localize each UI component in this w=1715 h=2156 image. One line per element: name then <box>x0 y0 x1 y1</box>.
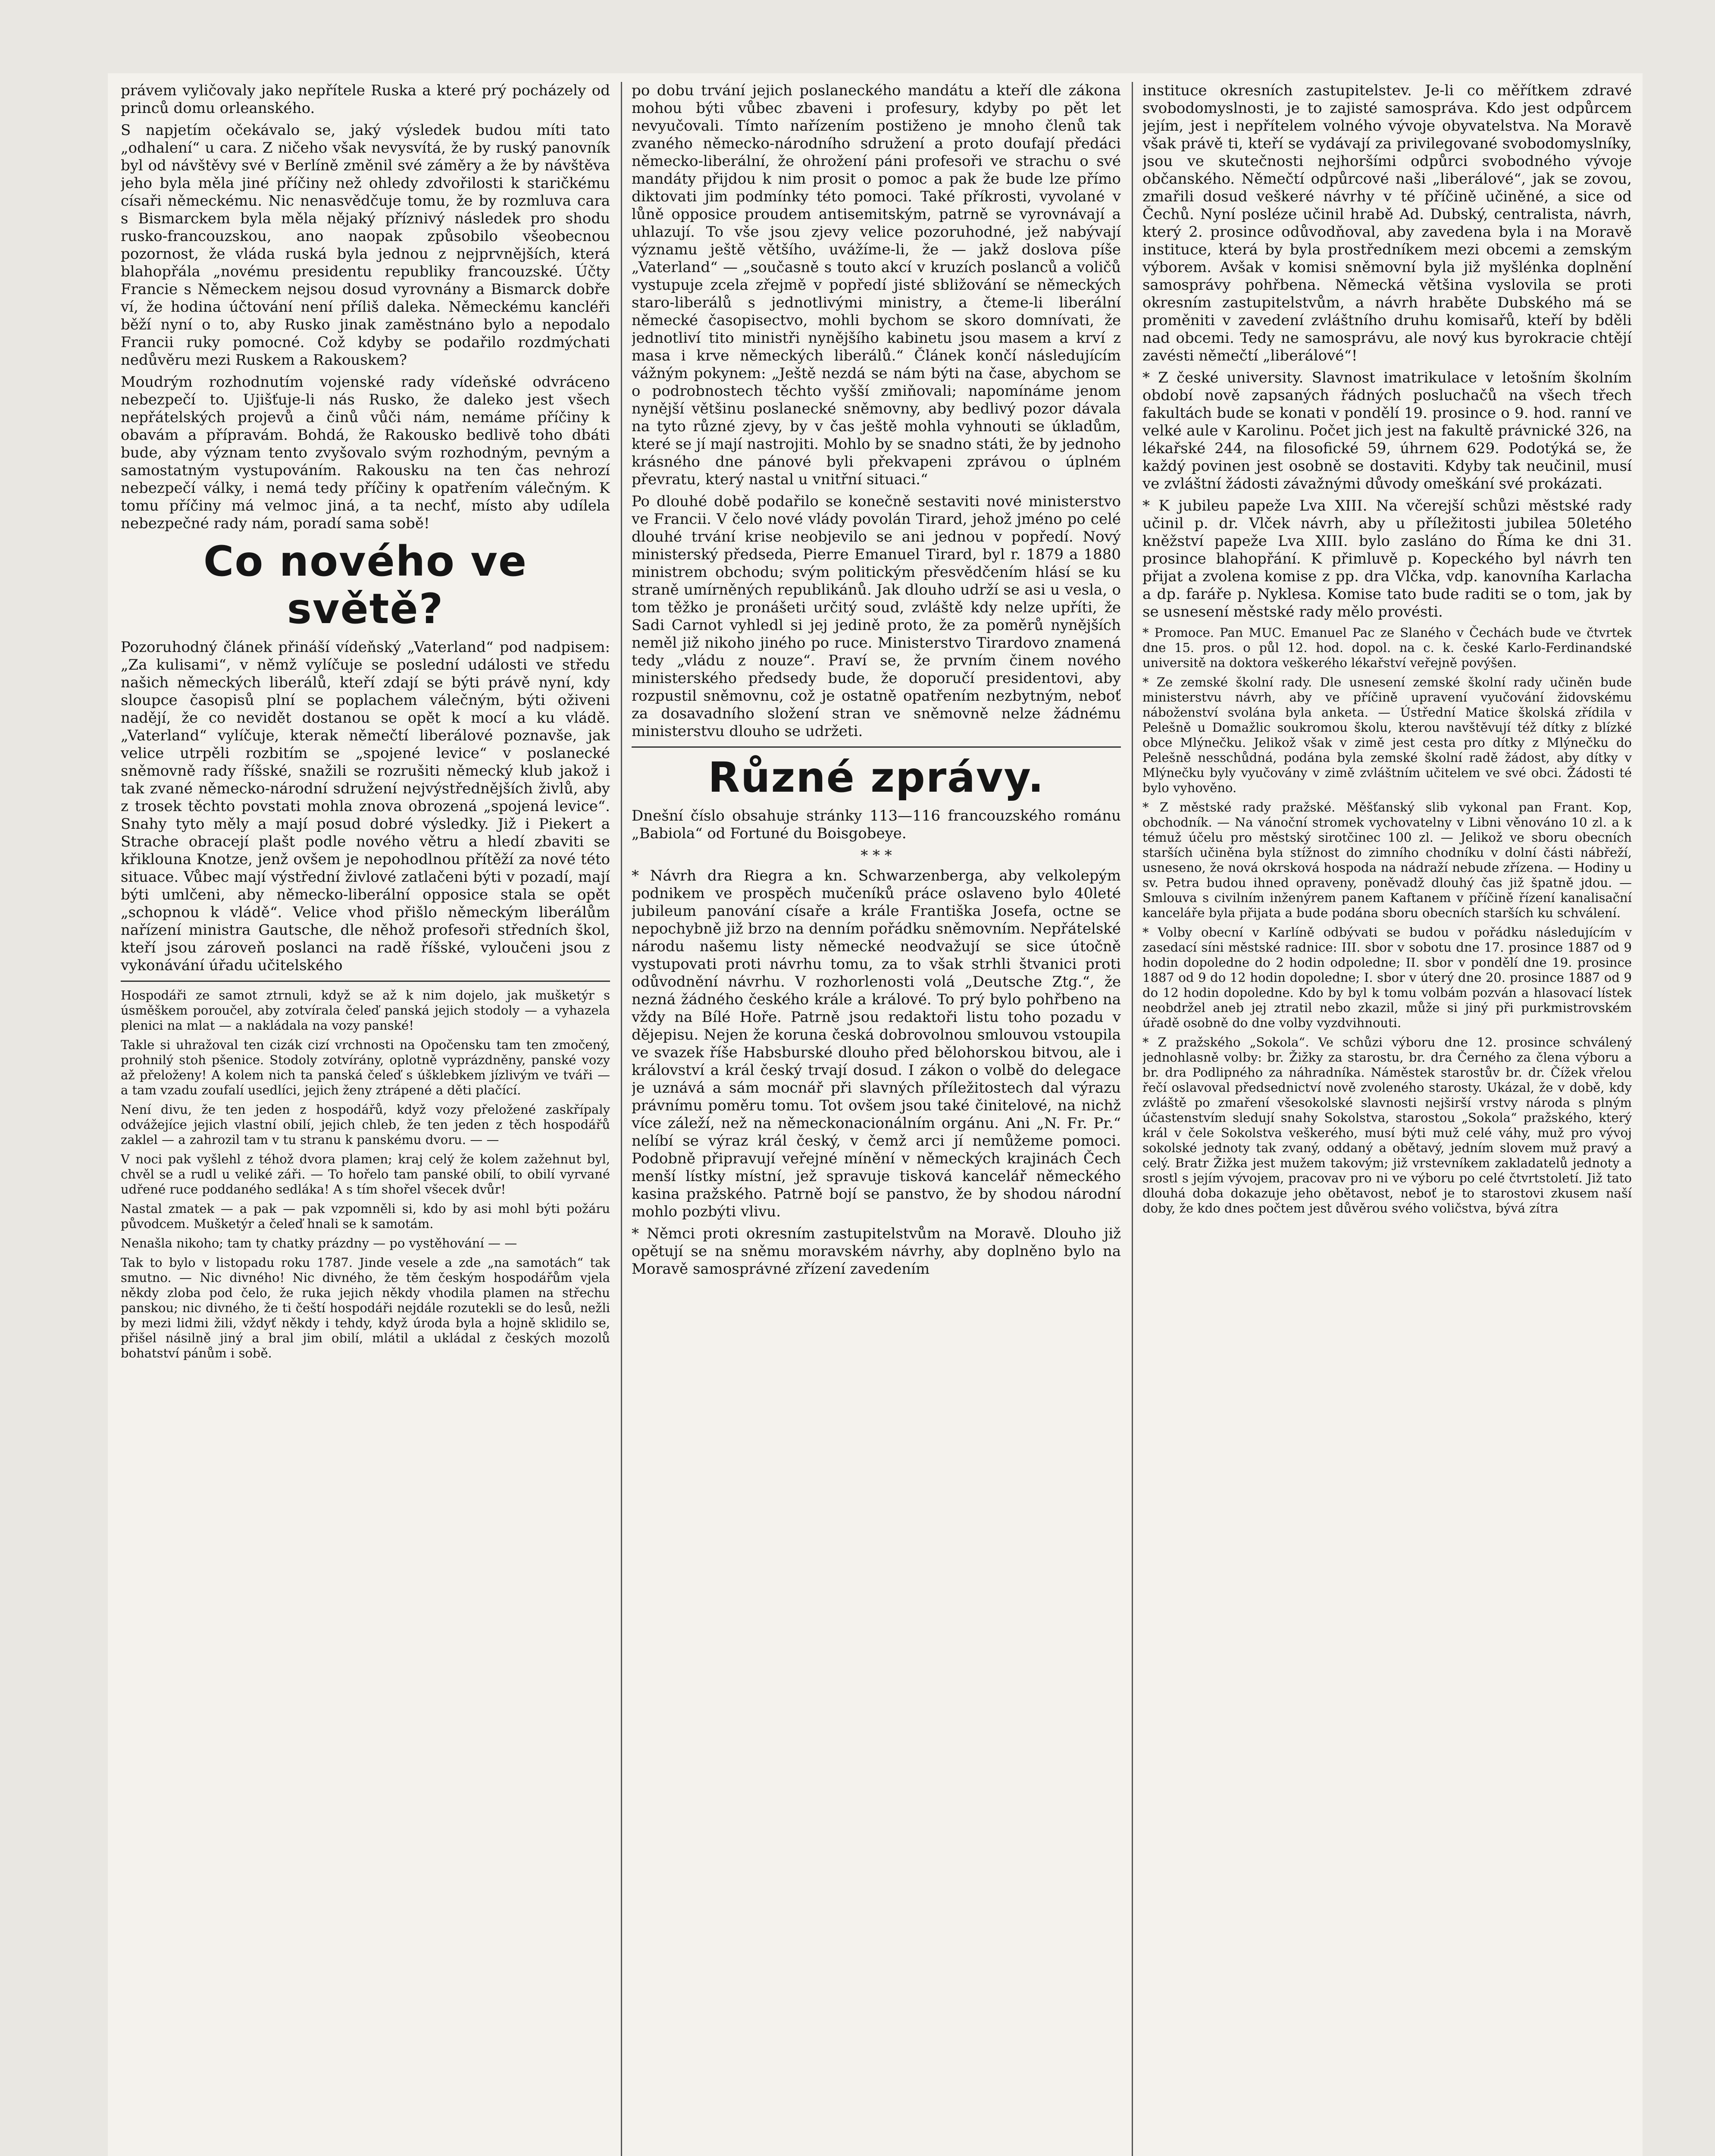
short-notices <box>1142 625 1632 1216</box>
column-right <box>1142 82 1632 2156</box>
column-rule <box>621 82 622 2156</box>
section-heading-news: Co nového ve světě? <box>203 537 528 633</box>
divider <box>632 746 1121 748</box>
article-paragraph: po dobu trvání jejich poslaneckého mandátu a kteří dle zákona mohou býti vůbec zbaveni i profesury, kdyby po pět let nevyučovali. Tímto nařízením postiženo je mnoho členů tak zvaného německo-národního sdružení a proto doufají předáci německo-liberální, že ohrožení páni profesoři ve strachu o své mandáty přijdou k nim prosit o pomoc a pak že bude lze přímo diktovati jim podmínky této pomoci. Také příkrosti, vyvolané v lůně opposice proudem antisemitským, patrně se vyrovnávají a uhlazují. To vše jsou zjevy velice pozoruhodné, jež nabývají významu ještě většího, uvážíme-li, že — jakž doslova píše „Vaterland“ — „současně s touto akcí v kruzích poslanců a voličů vystupuje zcela zřejmě v popředí jisté sbližování se německých staro-liberálů s jednotlivými ministry, a čteme-li liberální německé časopisectvo, mohli bychom se skoro domnívati, že jednotliví tito ministři nynějšího kabinetu jsou masem a krví z masa i krve německých liberálů.“ Článek končí následujícím vážným pokynem: „Ještě nezdá se nám býti na čase, abychom se o podrobnostech těchto vyšší zmiňovali; napomínáme jenom nynější většinu poslanecké sněmovny, aby bedlivý pozor dávala na tyto různé zjevy, by v čas ještě mohla vyhnouti se úkladům, které se jí mají nastrojiti. Mohlo by se snadno státi, že by jednoho krásného dne pánové byli překvapeni zprávou o úplném převratu, který nastal u vnitřní situaci.“ <box>632 82 1121 488</box>
story-paragraph: V noci pak vyšlehl z téhož dvora plamen; kraj celý že kolem zažehnut byl, chvěl se a rudl u veliké záři. — To hořelo tam panské obilí, to obilí vyrvané udřené ruce poddaného sedláka! A s tím shořel všecek dvůr! <box>121 1152 610 1197</box>
feuilleton <box>121 988 610 1361</box>
column-rule <box>1132 82 1133 2156</box>
article-paragraph: instituce okresních zastupitelstev. Je-li co měřítkem zdravé svobodomyslnosti, je to zajisté samospráva. Kdo jest odpůrcem jejím, jest i nepřítelem volného vývoje obyvatelstva. Na Moravě však právě ti, kteří se vydávají za privilegované svobodomyslníky, jsou ve skutečnosti nejhoršími odpůrci svobodného vývoje občanského. Němečtí odpůrcové naši „liberálové“, jak se zovou, zmařili dosud veškeré návrhy v té příčině učiněné, a sice od Čechů. Nyní posléze učinil hrabě Ad. Dubský, centralista, návrh, který 2. prosince odůvodňoval, aby zavedena byla i na Moravě instituce, která by byla prostředníkem mezi obcemi a zemským výborem. Avšak v komisi sněmovní byla již myšlénka doplnění samosprávy pohřbena. Německá většina vyslovila se proti okresním zastupitelstvům, a návrh hraběte Dubského má se proměniti v zavedení zvláštního druhu komisařů, kteří by bděli nad obcemi. Tedy ne samosprávu, ale nový kus byrokracie chtějí zavésti němečtí „liberálové“! <box>1142 82 1632 364</box>
article-paragraph: * K jubileu papeže Lva XIII. Na včerejší schůzi městské rady učinil p. dr. Vlček návrh, aby u příležitosti jubilea 50letého kněžství papeže Lva XIII. bylo zasláno do Říma ke dni 31. prosince blahopřání. K přimluvě p. Kopeckého byl návrh ten přijat a zvolena komise z pp. dra Vlčka, vdp. kanovníha Karlacha a dp. faráře p. Nyklesa. Komise tato bude raditi se o tom, jak by se usnesení městské rady mělo provésti. <box>1142 497 1632 620</box>
notice-paragraph: * Promoce. Pan MUC. Emanuel Pac ze Slaného v Čechách bude ve čtvrtek dne 15. pros. o půl 12. hod. dopol. na c. k. české Karlo-Ferdinandské universitě na doktora veškerého lékařství veřejně povýšen. <box>1142 625 1632 670</box>
notice-paragraph: * Ze zemské školní rady. Dle usnesení zemské školní rady učiněn bude ministerstvu návrh, aby ve příčině upravení vyučování židovskému náboženství svolána byla anketa. — Ústřední Matice školská zřídila v Pelešně u Domažlic soukromou školu, kterou navštěvují též dítky z blízké obce Mlýnečku. Jelikož však v zimě jest cesta pro dítky z Mlýnečku do Pelešně nesschůdná, podána byla zemské školní radě žádost, aby dítky v Mlýnečku byly vyučovány v zimě zvláštním učitelem ve své obci. Žádosti té bylo vyhověno. <box>1142 675 1632 795</box>
article-paragraph: S napjetím očekávalo se, jaký výsledek budou míti tato „odhalení“ u cara. Z ničeho však nevysvítá, že by ruský panovník byl od návštěvy své v Berlíně změnil své záměry a že by návštěva jeho byla měla jiné příčiny než ohledy zdvořilosti k staričkému císaři německému. Nic nenasvědčuje tomu, že by rozmluva cara s Bismarckem byla měla nějaký příznivý následek pro shodu rusko-francouzskou, ano naopak způsobilo všeobecnou pozornost, že vláda ruská byla jednou z nejprvnějších, která blahopřála „novému presidentu republiky francouzské. Účty Francie s Německem nejsou dosud vyrovnány a Bismarck dobře ví, že hodina účtování není příliš daleka. Německému kancléři běží nyní o to, aby Rusko jinak zaměstnáno bylo a nepodalo Francii ruky pomocné. Což kdyby se podařilo rozdmýchati nedůvěru mezi Ruskem a Rakouskem? <box>121 122 610 369</box>
story-paragraph: Takle si uhražoval ten cizák cizí vrchnosti na Opočensku tam ten zmočený, prohnilý stoh pšenice. Stodoly zotvírány, oplotně vyprázdněny, panské vozy až přeloženy! A kolem nich ta panská čeleď s úšklebkem jízlivým ve tváři — a tam vzadu zoufalí usedlíci, jejich ženy ztrápené a děti plačící. <box>121 1037 610 1097</box>
story-paragraph: Hospodáři ze samot ztrnuli, když se až k nim dojelo, jak mušketýr s úsměškem poroučel, aby zotvírala čeleď panská jejich stodoly — a vyhazela plenici na mlat — a nakládala na vozy panské! <box>121 988 610 1033</box>
article-paragraph: Moudrým rozhodnutím vojenské rady vídeňské odvráceno nebezpečí to. Ujišťuje-li nás Rusko, že daleko jest všech nepřátelských projevů a činů vůči nám, nemáme příčiny k obavám a přípravám. Bohdá, že Rakousko bedlivě toho dbáti bude, aby význam tento zvyšovalo svým rozhodným, pevným a samostatným vystupováním. Rakousku na ten čas nehrozí nebezpečí války, i nemá tedy příčiny k opatřením válečným. K tomu příčiny má velmoc jiná, a ta nechť, místo aby udílela nebezpečné rady nám, poradí sama sobě! <box>121 373 610 532</box>
notice-paragraph: * Z městské rady pražské. Měšťanský slib vykonal pan Frant. Kop, obchodník. — Na vánoční stromek vychovatelny v Libni věnováno 10 zl. a k témuž účelu pro městský sirotčinec 100 zl. — Jelikož ve sboru obecních starších učiněna byla stížnost do zimního chodníku v dolní části nábřeží, usneseno, že nová okrsková hospoda na nádraží nebude zřízena. — Hodiny u sv. Petra budou ihned opraveny, poněvadž dlouhý čas již špatně jdou. — Smlouva s civilním inženýrem panem Kaftanem v příčině řízení kanalisační kanceláře byla přijata a bude podána sboru obecních starších ku schválení. <box>1142 800 1632 920</box>
article-paragraph: Pozoruhodný článek přináší vídeňský „Vaterland“ pod nadpisem: „Za kulisami“, v němž vylíčuje se poslední události ve středu našich německých liberálů, kteří zdají se býti právě nyní, kdy sloupce časopisů plní se poplachem válečným, býti oživeni nadějí, že co nevidět dostanou se opět k mocí a ku vládě. „Vaterland“ vylíčuje, kterak němečtí liberálové poznavše, jak velice utrpěli rozbitím se „spojené levice“ v poslanecké sněmovně rady říšské, snažili se rozrušiti německý klub jakož i tak zvané německo-národní sdružení nejvýstřednějších živlů, aby z trosek těchto povstati mohla znova obrozená „spojená levice“. Snahy tyto měly a mají posud dobré výsledky. Již i Piekert a Strache obracejí plašt podle nového větru a hledí zbaviti se křiklouna Knotze, jenž ovšem je nepohodlnou přítěží za nové této situace. Vůbec mají výstřední živlové zatlačeni býti v pozadí, mají býti umlčeni, aby německo-liberální opposice stala se opět „schopnou k vládě“. Velice vhod přišlo německým liberálům nařízení ministra Gautsche, dle něhož profesoři středních škol, kteří jsou zároveň poslanci na radě říšské, vyloučeni jsou z vykonávání úřadu učitelského <box>121 639 610 974</box>
story-paragraph: Tak to bylo v listopadu roku 1787. Jinde vesele a zde „na samotách“ tak smutno. — Nic divného! Nic divného, že těm českým hospodářům vjela někdy zloba pod čelo, že ruka jejich někdy vhodila plamen na střechu panskou; nic divného, že ti čeští hospodáři nejdále rozutekli se do lesů, nežli by mezi lidmi žili, vždyť někdy i tehdy, když úroda byla a hojně sklidilo se, přišel násilně jiný a bral jim obilí, mlátil a ukládal z českých mozolů bohatství pánům i sobě. <box>121 1255 610 1360</box>
story-paragraph: Není divu, že ten jeden z hospodářů, když vozy přeložené zaskřípaly odvážejíce jejich vlastní obilí, jejich chleb, že ten jeden z těch hospodářů zaklel — a zahrozil tam v tu stranu k panskému dvoru. — — <box>121 1102 610 1147</box>
asterism: * * * <box>861 847 892 864</box>
article-paragraph: právem vyličovaly jako nepřítele Ruska a které prý pocházely od princů domu orleanského. <box>121 82 610 117</box>
divider <box>121 981 610 982</box>
newspaper-page <box>108 73 1643 2156</box>
notice-paragraph: * Z pražského „Sokola“. Ve schůzi výboru dne 12. prosince schválený jednohlasně volby: br. Žižky za starostu, br. dra Černého za člena výboru a br. dra Podlipného za náhradníka. Náměstek starostův br. dr. Čížek vřelou řečí oslavoval předsednictví nově zvoleného starosty. Ukázal, že v době, kdy zvláště po zmaření všesokolské slavnosti nejširší vrstvy národa s plným účastenstvím sledují snahy Sokolstva, starostou „Sokola“ pražského, který král v čele Sokolstva veškerého, musí býti muž celé váhy, muž pro vývoj sokolské jednoty tak zvaný, oddaný a obětavý, jedním slovem muž pravý a celý. Bratr Žižka jest mužem takovým; již vrstevníkem zakladatelů jednoty a srostl s jejím vývojem, pracovav pro ni ve výboru po celé čtvrtstoletí. Již tato dlouhá doba dokazuje jeho obětavost, neboť je to starostovi zkusem naší doby, že kdo dnes počtem jest důvěrou svého voličstva, bývá zítra <box>1142 1035 1632 1216</box>
article-paragraph: * Návrh dra Riegra a kn. Schwarzenberga, aby velkolepým podnikem ve prospěch mučeníků práce oslaveno bylo 40leté jubileum panování císaře a krále Františka Josefa, octne se nepochybně již brzo na denním pořádku sněmovním. Nepřátelské národu našemu listy německé neodvažují se sice útočně vystupovati proti návrhu tomu, za to však strhli štvanici proti odůvodnění návrhu. V rozhorlenosti volá „Deutsche Ztg.“, že nezná žádného českého krále a králové. To prý bylo pohřbeno na vždy na Bílé Hoře. Patrně jsou redaktoři listu toho pozadu v dějepisu. Nejen že koruna česká dobrovolnou smlouvou vstoupila ve svazek říše Habsburské dlouho před bělohorskou bitvou, ale i království a král český trvají dosud. I zákon o volbě do delegace je uznává a sám mocnář při slavných příležitostech dal výrazu právnímu poměru tomu. Tot ovšem jsou také činitelové, na nichž více záleží, než na německonacionálním orgánu. Ani „N. Fr. Pr.“ nelíbí se výraz král český, v čemž arci jí nemůžeme pomoci. Podobně připravují veřejné mínění v německých krajinách Čech menší lístky místní, jež spravuje tisková kancelář německého kasina pražského. Patrně bojí se panstvo, že by shodou národní mohlo pozbýti vlivu. <box>632 867 1121 1220</box>
column-middle <box>632 82 1121 2156</box>
article-paragraph: Dnešní číslo obsahuje stránky 113—116 francouzského románu „Babiola“ od Fortuné du Boisgobeye. <box>632 807 1121 842</box>
article-paragraph: Po dlouhé době podařilo se konečně sestaviti nové ministerstvo ve Francii. V čelo nové vlády povolán Tirard, jehož jméno po celé dlouhé trvání krise neobjevilo se ani jednou v popředí. Nový ministerský předseda, Pierre Emanuel Tirard, byl r. 1879 a 1880 ministrem obchodu; svým politickým přesvědčením hlásí se ku straně umírněných republikánů. Jak dlouho udrží se asi u vesla, o tom těžko je pronášeti určitý soud, zvláště kdy nelze upříti, že Sadi Carnot vyhledl si jej jedině proto, že za poměrů nynějších neměl již nikoho jiného po ruce. Ministerstvo Tirardovo znamená tedy „vládu z nouze“. Praví se, že prvním činem nového ministerského předsedy bude, že doporučí presidentovi, aby rozpustil sněmovnu, což je ostatně opatřením nezbytným, neboť za dosavadního složení stran ve sněmovně nelze žádnému ministerstvu dlouho se udržeti. <box>632 493 1121 740</box>
story-paragraph: Nastal zmatek — a pak — pak vzpomněli si, kdo by asi mohl býti požáru původcem. Mušketýr a čeleď hnali se k samotám. <box>121 1201 610 1231</box>
story-paragraph: Nenašla nikoho; tam ty chatky prázdny — po vystěhování — — <box>121 1236 517 1250</box>
article-paragraph: * Němci proti okresním zastupitelstvům na Moravě. Dlouho již opětují se na sněmu moravském návrhy, aby doplněno bylo na Moravě samosprávné zřízení zavedením <box>632 1225 1121 1278</box>
column-left <box>121 82 610 2156</box>
section-heading-misc: Různé zprávy. <box>708 753 1045 802</box>
notice-paragraph: * Volby obecní v Karlíně odbývati se budou v pořádku následujícím v zasedací síni městské radnice: III. sbor v sobotu dne 17. prosince 1887 od 9 hodin dopoledne do 2 hodin odpoledne; II. sbor v pondělí dne 19. prosince 1887 od 9 do 12 hodin dopoledne; I. sbor v úterý dne 20. prosince 1887 od 9 do 12 hodin dopoledne. Kdo by byl k tomu volbám pozván a hlasovací lístek neobdržel aneb jej ztratil nebo zkazil, může si jiný při purkmistrovském úřadě osobně do dne volby vyzdvihnouti. <box>1142 925 1632 1030</box>
article-paragraph: * Z české university. Slavnost imatrikulace v letošním školním období nově zapsaných řádných posluchačů na všech třech fakultách bude se konati v pondělí 19. prosince o 9. hod. ranní ve velké aule v Karolinu. Počet jich jest na fakultě právnické 326, na lékařské 244, na filosofické 59, úhrnem 629. Podotýká se, že každý povinen jest osobně se dostaviti. Kdyby tak neučinil, musí ve zvláštní žádosti závažnými důvody omeškání své prokázati. <box>1142 369 1632 492</box>
